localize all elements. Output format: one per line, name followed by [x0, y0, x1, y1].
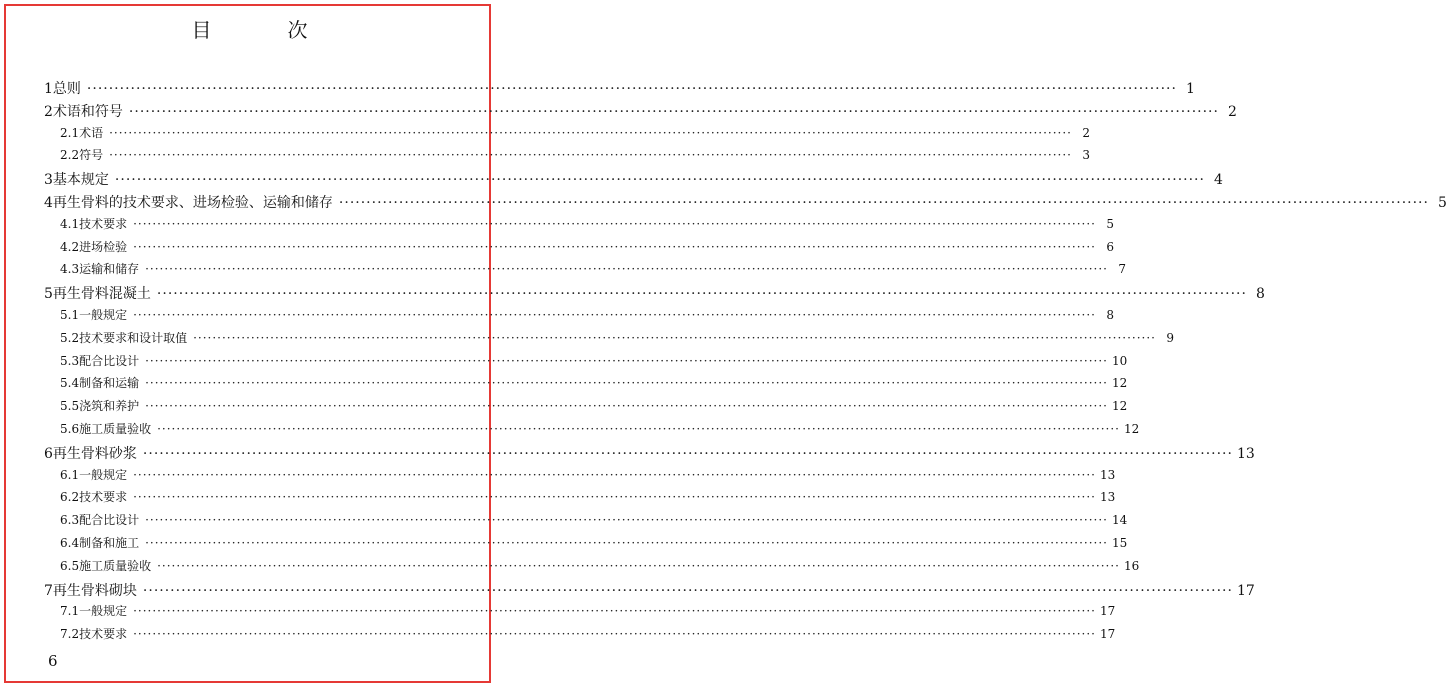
toc-entry-label: 再生骨料的技术要求、进场检验、运输和储存 — [52, 195, 333, 211]
toc-leader-dots: ········································································································································································································ — [156, 286, 1247, 303]
toc-entry-label: 技术要求 — [79, 627, 128, 642]
toc-entry-label: 技术要求和设计取值 — [79, 330, 188, 345]
toc-leader-dots: ········································································································································································································ — [133, 467, 1096, 482]
toc-entry-label: 再生骨料砂浆 — [52, 445, 137, 462]
toc-entry[interactable] — [60, 602, 1116, 619]
toc-entry-label: 术语 — [79, 125, 104, 140]
toc-entry[interactable] — [60, 215, 1114, 232]
toc-entry[interactable] — [60, 374, 1128, 391]
toc-leader-dots: ········································································································································································································ — [145, 376, 1108, 391]
toc-entry-number: 3 — [44, 172, 53, 189]
toc-entry-page: 8 — [1106, 308, 1114, 322]
toc-leader-dots: ········································································································································································································ — [142, 582, 1233, 599]
toc-leader-dots: ········································································································································································································ — [133, 216, 1096, 231]
toc-leader-dots: ········································································································································································································ — [133, 490, 1096, 505]
toc-leader-dots: ········································································································································································································ — [109, 148, 1072, 163]
toc-entry-number: 5.1 — [60, 308, 80, 322]
toc-entry-number: 4.1 — [60, 216, 80, 231]
toc-entry[interactable] — [60, 625, 1116, 642]
toc-entry-number: 6.5 — [60, 558, 80, 573]
toc-entry[interactable] — [44, 580, 1255, 600]
toc-leader-dots: ········································································································································································································ — [109, 125, 1072, 140]
toc-entry-label: 符号 — [79, 148, 104, 163]
toc-entry-label: 一般规定 — [79, 308, 128, 322]
toc-entry-number: 2.1 — [60, 125, 80, 140]
toc-entry-page: 5 — [1438, 195, 1447, 211]
toc-entry-page: 2 — [1082, 125, 1090, 140]
toc-entry-page: 10 — [1112, 353, 1128, 368]
toc-entry-label: 配合比设计 — [79, 513, 140, 528]
toc-leader-dots: ········································································································································································································ — [145, 513, 1108, 528]
toc-entry-page: 17 — [1100, 627, 1116, 642]
toc-entry-label: 一般规定 — [79, 467, 128, 482]
toc-entry-page: 14 — [1112, 513, 1128, 528]
toc-entry[interactable] — [60, 146, 1090, 163]
toc-leader-dots: ········································································································································································································ — [133, 308, 1096, 322]
toc-entry-number: 6.1 — [60, 467, 80, 482]
toc-entry[interactable] — [44, 169, 1223, 189]
toc-entry-number: 6.3 — [60, 513, 80, 528]
toc-entry-label: 运输和储存 — [79, 262, 140, 277]
toc-entry-number: 4.3 — [60, 262, 80, 277]
toc-entry[interactable] — [60, 511, 1128, 528]
toc-entry-page: 7 — [1118, 262, 1126, 277]
toc-entry-label: 施工质量验收 — [79, 422, 152, 436]
toc-entry[interactable] — [60, 466, 1116, 483]
toc-entry-number: 6.2 — [60, 490, 80, 505]
toc-entry[interactable] — [44, 101, 1237, 121]
toc-entry-page: 15 — [1112, 536, 1128, 550]
toc-leader-dots: ········································································································································································································ — [338, 195, 1429, 211]
toc-entry-number: 6.4 — [60, 536, 80, 550]
toc-entry-number: 5.6 — [60, 422, 80, 436]
toc-leader-dots: ········································································································································································································ — [145, 399, 1108, 414]
toc-entry-label: 再生骨料砌块 — [52, 582, 137, 599]
toc-entry-page: 13 — [1100, 467, 1116, 482]
page-number: 6 — [48, 652, 58, 670]
toc-leader-dots: ········································································································································································································ — [133, 627, 1096, 642]
toc-entry[interactable] — [44, 78, 1195, 98]
toc-entry[interactable] — [60, 238, 1114, 255]
toc-entry-page: 12 — [1124, 422, 1140, 436]
toc-leader-dots: ········································································································································································································ — [86, 81, 1177, 97]
toc-entry[interactable] — [60, 329, 1174, 346]
toc-entry-label: 一般规定 — [79, 604, 128, 619]
toc-entry-label: 施工质量验收 — [79, 558, 152, 573]
toc-entry-label: 再生骨料混凝土 — [52, 286, 151, 303]
toc-leader-dots: ········································································································································································································ — [128, 103, 1219, 120]
toc-entry-number: 1 — [44, 81, 53, 97]
toc-entry-number: 5 — [44, 286, 53, 303]
toc-entry-label: 基本规定 — [52, 172, 109, 189]
toc-entry[interactable] — [60, 124, 1090, 141]
toc-entry-number: 5.5 — [60, 399, 80, 414]
toc-entry[interactable] — [60, 352, 1128, 369]
toc-leader-dots: ········································································································································································································ — [145, 536, 1108, 550]
toc-entry-page: 5 — [1106, 216, 1114, 231]
toc-entry[interactable] — [60, 420, 1140, 437]
toc-entry-page: 3 — [1082, 148, 1090, 163]
toc-entry[interactable] — [60, 534, 1128, 551]
toc-entry-number: 5.3 — [60, 353, 80, 368]
toc-entry-page: 12 — [1112, 376, 1128, 391]
toc-entry-page: 17 — [1236, 582, 1255, 599]
toc-entry-page: 13 — [1100, 490, 1116, 505]
toc-leader-dots: ········································································································································································································ — [133, 239, 1096, 254]
toc-entry-page: 12 — [1112, 399, 1128, 414]
toc-leader-dots: ········································································································································································································ — [145, 353, 1108, 368]
toc-entry-label: 配合比设计 — [79, 353, 140, 368]
toc-entry-label: 技术要求 — [79, 216, 128, 231]
toc-entry[interactable] — [60, 260, 1126, 277]
toc-entry-number: 2.2 — [60, 148, 80, 163]
toc-entry-label: 浇筑和养护 — [79, 399, 140, 414]
toc-leader-dots: ········································································································································································································ — [157, 422, 1120, 436]
toc-entry-page: 2 — [1228, 103, 1237, 120]
toc-entry-number: 5.2 — [60, 330, 80, 345]
toc-entry-number: 4.2 — [60, 239, 80, 254]
toc-entry[interactable] — [44, 443, 1255, 463]
toc-entry[interactable] — [60, 306, 1114, 323]
toc-entry-number: 5.4 — [60, 376, 80, 391]
toc-leader-dots: ········································································································································································································ — [157, 558, 1120, 573]
toc-entry-page: 1 — [1186, 81, 1195, 97]
toc-entry[interactable] — [44, 283, 1265, 303]
toc-entry[interactable] — [60, 557, 1140, 574]
toc-leader-dots: ········································································································································································································ — [114, 172, 1205, 189]
toc-entry-page: 13 — [1236, 445, 1255, 462]
toc-leader-dots: ········································································································································································································ — [133, 604, 1096, 619]
toc-entry-page: 6 — [1106, 239, 1114, 254]
toc-entry-page: 9 — [1166, 330, 1174, 345]
toc-entry-number: 6 — [44, 445, 53, 462]
toc-entry-label: 技术要求 — [79, 490, 128, 505]
toc-entry-number: 7 — [44, 582, 53, 599]
toc-entry-page: 4 — [1214, 172, 1223, 189]
toc-entry-label: 总则 — [52, 81, 81, 97]
toc-entry-label: 进场检验 — [79, 239, 128, 254]
toc-leader-dots: ········································································································································································································ — [142, 445, 1233, 462]
toc-leader-dots: ········································································································································································································ — [145, 262, 1108, 277]
toc-entry[interactable] — [60, 488, 1116, 505]
toc-entry-label: 术语和符号 — [52, 103, 123, 120]
toc-leader-dots: ········································································································································································································ — [193, 330, 1156, 345]
toc-entry-page: 16 — [1124, 558, 1140, 573]
page-title: 目 次 — [191, 18, 336, 42]
toc-entry-number: 4 — [44, 195, 53, 211]
toc-entry-label: 制备和施工 — [79, 536, 140, 550]
toc-entry-number: 7.1 — [60, 604, 80, 619]
toc-entry-label: 制备和运输 — [79, 376, 140, 391]
toc-entry-number: 2 — [44, 103, 53, 120]
toc-entry-page: 8 — [1256, 286, 1265, 303]
toc-entry[interactable] — [60, 397, 1128, 414]
toc-entry-page: 17 — [1100, 604, 1116, 619]
toc-entry-number: 7.2 — [60, 627, 80, 642]
toc-entry[interactable] — [44, 192, 1447, 212]
